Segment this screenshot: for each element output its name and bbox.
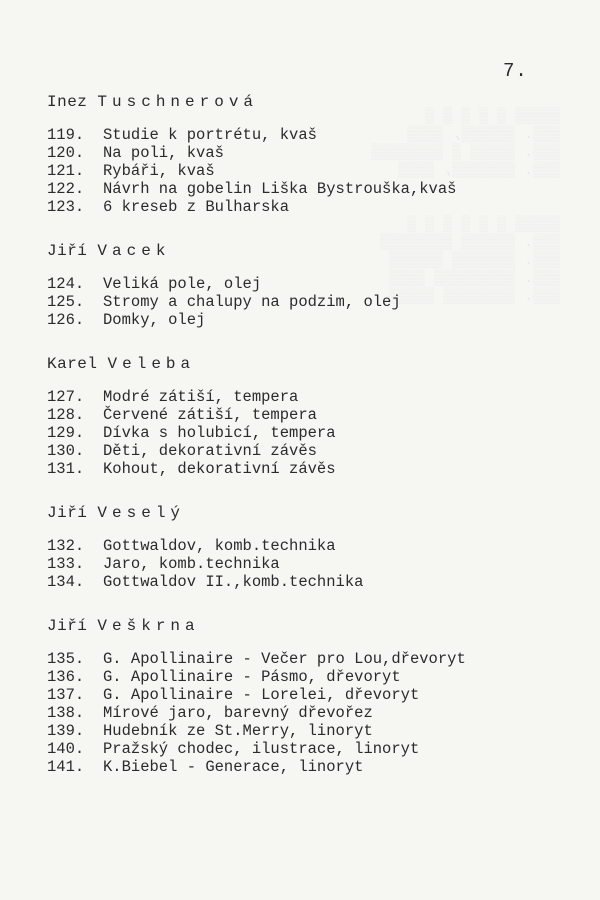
reverse-side-show-through: ▒▒▒▒▒ ▒ ▒ ▒ ▒ ▒ ▒▒▒. ▒▒▒▒▒▒, ▒▒▒▒ ▒▒▒. ▒▒▒▒▒ ▒ ▒▒▒▒▒▒▒▒ ▒▒▒. ▒▒▒▒▒▒▒, ▒▒▒▒ ▒▒▒▒▒ ▒ ▒ ▒ ▒ ▒ ▒ ▒▒▒. ▒▒▒▒▒▒ ▒▒▒▒▒▒▒▒ ▒▒▒. ▒▒▒▒▒▒▒ ▒▒▒▒▒▒ ▒▒▒. ▒▒▒▒▒▒▒▒▒ ▒▒▒▒ ▒▒▒. ▒▒▒▒▒▒▒▒ ▒▒▒▒▒ bbox=[370, 108, 560, 305]
work-number: 140. bbox=[47, 740, 85, 758]
artist-name bbox=[47, 354, 577, 374]
work-item bbox=[47, 722, 577, 740]
work-number: 138. bbox=[47, 704, 85, 722]
work-number: 129. bbox=[47, 424, 85, 442]
work-item bbox=[47, 460, 577, 478]
artist-name bbox=[47, 92, 577, 112]
exhibition-catalog-list bbox=[47, 92, 577, 776]
work-title: Pražský chodec, ilustrace, linoryt bbox=[103, 740, 420, 758]
artist-section-vacek bbox=[47, 241, 577, 329]
work-title: Na poli, kvaš bbox=[103, 144, 224, 162]
work-number: 123. bbox=[47, 198, 85, 216]
section-spacer bbox=[47, 329, 577, 354]
work-title: Kohout, dekorativní závěs bbox=[103, 460, 336, 478]
work-number: 139. bbox=[47, 722, 85, 740]
work-title: Rybáři, kvaš bbox=[103, 162, 215, 180]
work-item bbox=[47, 144, 577, 162]
work-title: 6 kreseb z Bulharska bbox=[103, 198, 290, 216]
work-item bbox=[47, 442, 577, 460]
work-number: 122. bbox=[47, 180, 85, 198]
artist-section-veleba bbox=[47, 354, 577, 478]
work-number: 128. bbox=[47, 406, 85, 424]
work-item bbox=[47, 126, 577, 144]
work-title: Červené zátiší, tempera bbox=[103, 406, 317, 424]
work-number: 137. bbox=[47, 686, 85, 704]
work-title: Veliká pole, olej bbox=[103, 275, 262, 293]
work-number: 134. bbox=[47, 573, 85, 591]
artist-first-name: Jiří bbox=[47, 617, 88, 635]
section-spacer bbox=[47, 478, 577, 503]
works-list bbox=[47, 537, 577, 591]
work-title: K.Biebel - Generace, linoryt bbox=[103, 758, 364, 776]
artist-section-veskrna bbox=[47, 616, 577, 776]
artist-last-name: Vacek bbox=[97, 242, 171, 260]
artist-name bbox=[47, 616, 577, 636]
artist-name bbox=[47, 241, 577, 261]
works-list bbox=[47, 388, 577, 478]
work-item bbox=[47, 388, 577, 406]
artist-last-name: Veselý bbox=[97, 504, 186, 522]
work-title: Modré zátiší, tempera bbox=[103, 388, 299, 406]
work-title: G. Apollinaire - Večer pro Lou,dřevoryt bbox=[103, 650, 466, 668]
work-title: Studie k portrétu, kvaš bbox=[103, 126, 317, 144]
work-item bbox=[47, 758, 577, 776]
work-number: 133. bbox=[47, 555, 85, 573]
works-list bbox=[47, 275, 577, 329]
work-item bbox=[47, 537, 577, 555]
work-title: Děti, dekorativní závěs bbox=[103, 442, 317, 460]
section-spacer bbox=[47, 216, 577, 241]
artist-first-name: Karel bbox=[47, 355, 98, 373]
work-item bbox=[47, 704, 577, 722]
work-item bbox=[47, 198, 577, 216]
work-title: Gottwaldov II.,komb.technika bbox=[103, 573, 364, 591]
work-number: 127. bbox=[47, 388, 85, 406]
work-title: G. Apollinaire - Lorelei, dřevoryt bbox=[103, 686, 420, 704]
artist-section-vesely bbox=[47, 503, 577, 591]
artist-first-name: Jiří bbox=[47, 504, 88, 522]
work-number: 126. bbox=[47, 311, 85, 329]
artist-name bbox=[47, 503, 577, 523]
work-number: 121. bbox=[47, 162, 85, 180]
work-number: 136. bbox=[47, 668, 85, 686]
work-title: Mírové jaro, barevný dřevořez bbox=[103, 704, 373, 722]
work-title: Jaro, komb.technika bbox=[103, 555, 280, 573]
work-number: 124. bbox=[47, 275, 85, 293]
work-item bbox=[47, 180, 577, 198]
work-title: Návrh na gobelin Liška Bystrouška,kvaš bbox=[103, 180, 457, 198]
artist-section-tuschnerova bbox=[47, 92, 577, 216]
page-number: 7. bbox=[503, 60, 528, 82]
work-title: G. Apollinaire - Pásmo, dřevoryt bbox=[103, 668, 401, 686]
works-list bbox=[47, 126, 577, 216]
work-item bbox=[47, 740, 577, 758]
work-number: 132. bbox=[47, 537, 85, 555]
work-title: Domky, olej bbox=[103, 311, 206, 329]
work-item bbox=[47, 311, 577, 329]
artist-last-name: Tuschnerová bbox=[97, 93, 259, 111]
work-item bbox=[47, 555, 577, 573]
work-item bbox=[47, 668, 577, 686]
work-title: Stromy a chalupy na podzim, olej bbox=[103, 293, 401, 311]
work-item bbox=[47, 424, 577, 442]
artist-first-name: Inez bbox=[47, 93, 88, 111]
artist-last-name: Veleba bbox=[107, 355, 196, 373]
work-item bbox=[47, 686, 577, 704]
work-number: 119. bbox=[47, 126, 85, 144]
work-item bbox=[47, 573, 577, 591]
work-item bbox=[47, 406, 577, 424]
work-item bbox=[47, 275, 577, 293]
work-item bbox=[47, 162, 577, 180]
artist-last-name: Veškrna bbox=[97, 617, 200, 635]
work-item bbox=[47, 650, 577, 668]
works-list bbox=[47, 650, 577, 776]
work-number: 130. bbox=[47, 442, 85, 460]
work-title: Gottwaldov, komb.technika bbox=[103, 537, 336, 555]
work-number: 135. bbox=[47, 650, 85, 668]
work-number: 131. bbox=[47, 460, 85, 478]
work-title: Dívka s holubicí, tempera bbox=[103, 424, 336, 442]
artist-first-name: Jiří bbox=[47, 242, 88, 260]
work-item bbox=[47, 293, 577, 311]
section-spacer bbox=[47, 591, 577, 616]
work-title: Hudebník ze St.Merry, linoryt bbox=[103, 722, 373, 740]
work-number: 141. bbox=[47, 758, 85, 776]
work-number: 125. bbox=[47, 293, 85, 311]
work-number: 120. bbox=[47, 144, 85, 162]
